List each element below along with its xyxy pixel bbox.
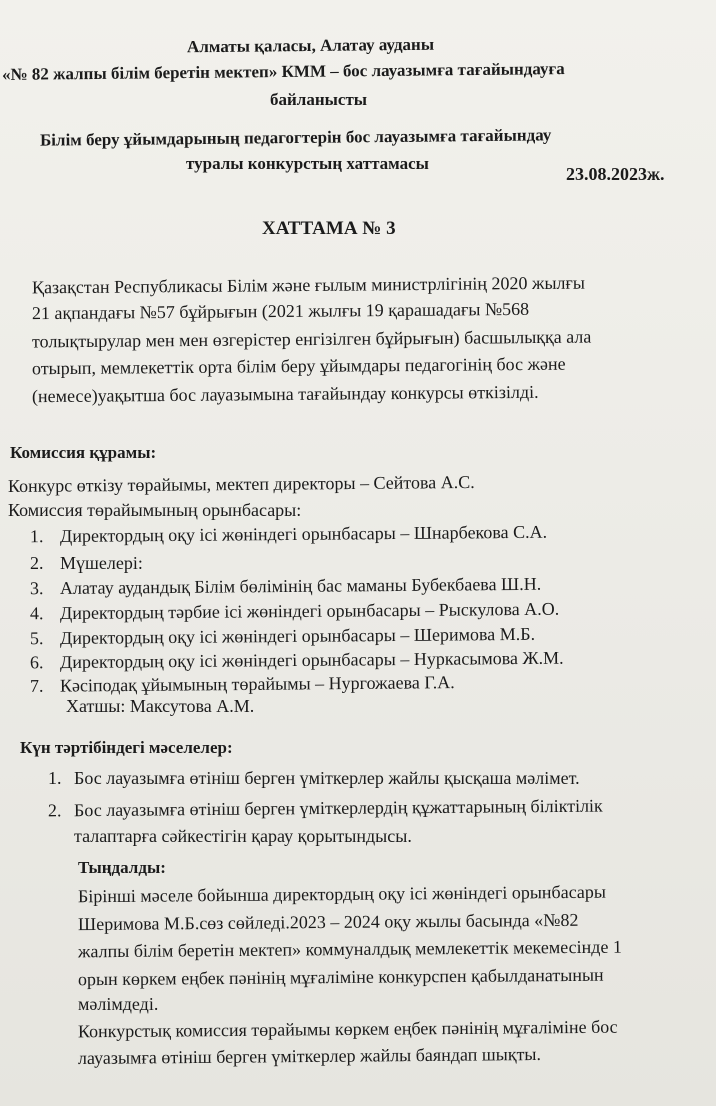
- listened-line: лауазымға өтініш берген үміткерлер жайлы баяндап шықты.: [77, 1043, 542, 1069]
- listened-line: Шеримова М.Б.сөз сөйледі.2023 – 2024 оқу жылы басында «№82: [77, 909, 579, 935]
- header-related: байланысты: [270, 90, 368, 109]
- agenda-heading: Күн тәртібіндегі мәселелер:: [20, 738, 233, 757]
- commission-secretary: Хатшы: Максутова А.М.: [66, 696, 255, 716]
- commission-member: 5. Директордың оқу ісі жөніндегі орынбасары – Шеримова М.Б.: [29, 623, 536, 649]
- commission-member: 2. Мүшелері:: [30, 553, 143, 573]
- listened-line: Бірінші мәселе бойынша директордың оқу ісі жөніндегі орынбасары: [77, 881, 607, 907]
- intro-line: (немесе)уақытша бос лауазымына тағайындау конкурсы өткізілді.: [31, 381, 539, 407]
- listened-heading: Тыңдалды:: [78, 858, 166, 877]
- commission-deputy-label: Комиссия төрайымының орынбасары:: [8, 500, 302, 520]
- header-protocol: туралы конкурстың хаттамасы: [186, 154, 429, 173]
- intro-line: 21 ақпандағы №57 бұйрығын (2021 жылғы 19 қарашадағы №568: [31, 298, 530, 324]
- intro-line: отырып, мемлекеттік орта білім беру ұйымдары педагогінің бос және: [31, 353, 566, 379]
- listened-line: Конкурстық комиссия төрайымы көркем еңбек пәнінің мұғаліміне бос: [77, 1016, 618, 1042]
- commission-heading: Комиссия құрамы:: [10, 443, 157, 462]
- listened-line: орын көркем еңбек пәнінің мұғаліміне конкурспен қабылданатынын: [77, 964, 604, 990]
- commission-chair: Конкурс өткізу төрайымы, мектеп директоры – Сейтова А.С.: [7, 471, 475, 497]
- listened-line: жалпы білім беретін мектеп» коммуналдық мемлекеттік мекемесінде 1: [77, 936, 622, 962]
- commission-member: 4. Директордың тәрбие ісі жөніндегі орынбасары – Рыскулова А.О.: [29, 598, 560, 624]
- commission-member: 1. Директордың оқу ісі жөніндегі орынбасары – Шнарбекова С.А.: [29, 521, 548, 547]
- agenda-item: 1. Бос лауазымға өтініш берген үміткерлер жайлы қысқаша мәлімет.: [48, 768, 580, 788]
- listened-line: мәлімдеді.: [78, 994, 159, 1014]
- commission-member: 6. Директордың оқу ісі жөніндегі орынбасары – Нуркасымова Ж.М.: [29, 647, 564, 673]
- agenda-item-continued: талаптарға сәйкестігін қарау қорытындысы.: [74, 826, 412, 846]
- intro-line: Қазақстан Республикасы Білім және ғылым министрлігінің 2020 жылғы: [31, 272, 586, 298]
- protocol-date: 23.08.2023ж.: [566, 164, 665, 184]
- intro-line: толықтырулар мен мен өзгерістер енгізілген бұйрығын) басшылыққа ала: [31, 326, 592, 352]
- commission-member: 7. Кәсіподақ ұйымының төрайымы – Нургожаева Г.А.: [29, 672, 455, 696]
- header-school: «№ 82 жалпы білім беретін мектеп» КММ – бос лауазымға тағайындауға: [1, 59, 565, 84]
- header-city-district: Алматы қаласы, Алатау ауданы: [186, 34, 435, 57]
- header-competition-title: Білім беру ұйымдарының педагогтерін бос лауазымға тағайындау: [39, 125, 552, 150]
- commission-member: 3. Алатау аудандық Білім бөлімінің бас маманы Бубекбаева Ш.Н.: [29, 573, 542, 599]
- protocol-title: ХАТТАМА № 3: [262, 218, 396, 239]
- agenda-item: 2. Бос лауазымға өтініш берген үміткерлердің құжаттарының біліктілік: [47, 795, 603, 821]
